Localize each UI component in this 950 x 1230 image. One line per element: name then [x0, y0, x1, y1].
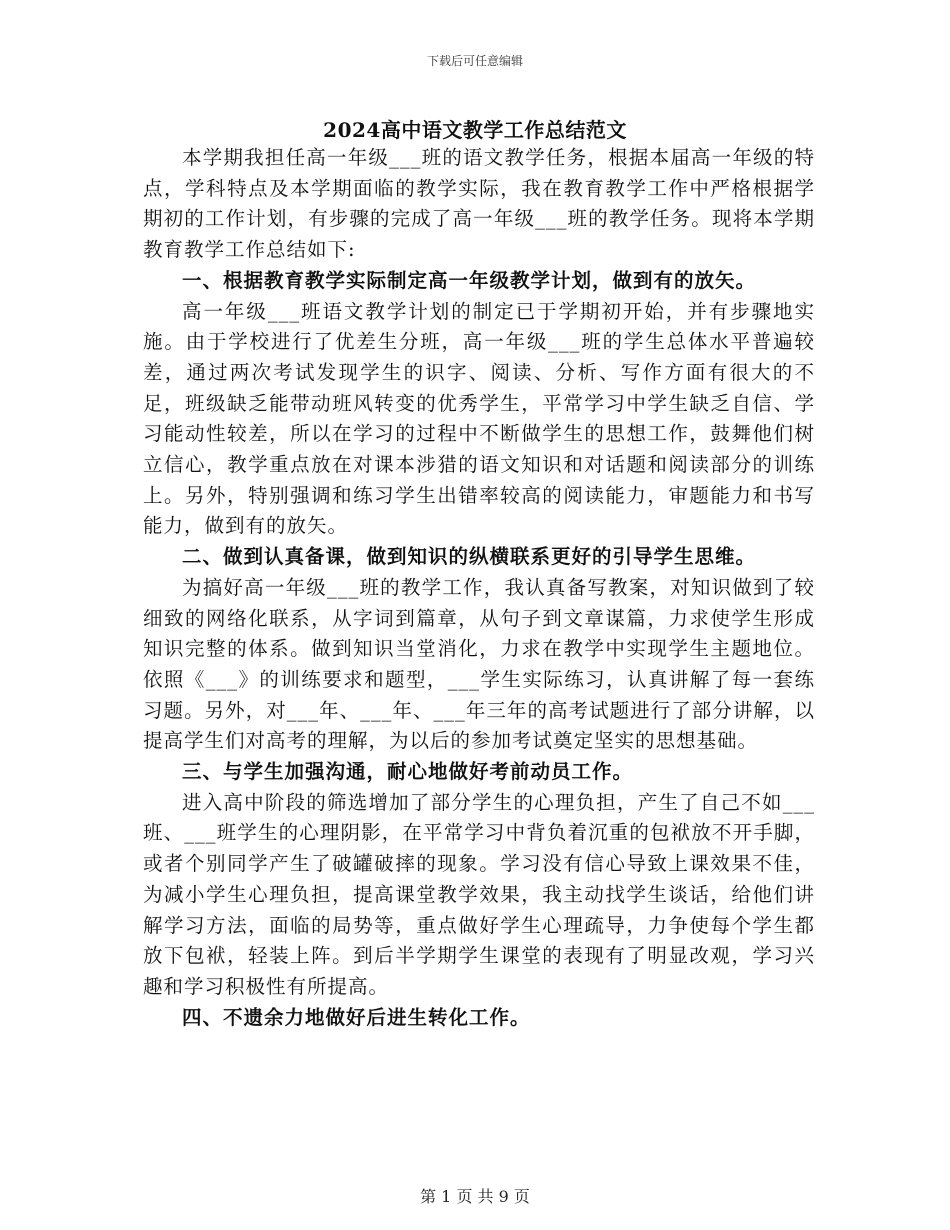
section-3-heading: 三、与学生加强沟通，耐心地做好考前动员工作。 — [182, 760, 634, 784]
header-note: 下载后可任意编辑 — [426, 54, 523, 68]
section-2-heading: 二、做到认真备课，做到知识的纵横联系更好的引导学生思维。 — [182, 545, 757, 569]
section-3-body: 进入高中阶段的筛选增加了部分学生的心理负担，产生了自己不如___班、___班学生的心理阴影，在平常学习中背负着沉重的包袱放不开手脚，或者个别同学产生了破罐破摔的现象。学习没有信心导致上课效果不佳，为减小学生心理负担，提高课堂教学效果，我主动找学生谈话，给他们讲解学习方法，面临的局势等，重点做好学生心理疏导，力争使每个学生都放下包袱，轻装上阵。到后半学期学生课堂的表现有了明显改观，学习兴趣和学习积极性有所提高。 — [143, 790, 815, 998]
section-4-heading: 四、不遗余力地做好后进生转化工作。 — [182, 1005, 531, 1029]
section-1-heading: 一、根据教育教学实际制定高一年级教学计划，做到有的放矢。 — [182, 268, 757, 292]
page-indicator: 第 1 页 共 9 页 — [420, 1187, 530, 1206]
document-body — [143, 143, 815, 1033]
document-title: 2024高中语文教学工作总结范文 — [323, 118, 627, 142]
intro-paragraph: 本学期我担任高一年级___班的语文教学任务，根据本届高一年级的特点，学科特点及本学期面临的教学实际，我在教育教学工作中严格根据学期初的工作计划，有步骤的完成了高一年级___班的教学任务。现将本学期教育教学工作总结如下: — [143, 146, 815, 262]
section-1-body: 高一年级___班语文教学计划的制定已于学期初开始，并有步骤地实施。由于学校进行了优差生分班，高一年级___班的学生总体水平普遍较差，通过两次考试发现学生的识字、阅读、分析、写作方面有很大的不足，班级缺乏能带动班风转变的优秀学生，平常学习中学生缺乏自信、学习能动性较差，所以在学习的过程中不断做学生的思想工作，鼓舞他们树立信心，教学重点放在对课本涉猎的语文知识和对话题和阅读部分的训练上。另外，特别强调和练习学生出错率较高的阅读能力，审题能力和书写能力，做到有的放矢。 — [143, 299, 815, 538]
section-2-body: 为搞好高一年级___班的教学工作，我认真备写教案，对知识做到了较细致的网络化联系，从字词到篇章，从句子到文章谋篇，力求使学生形成知识完整的体系。做到知识当堂消化，力求在教学中实现学生主题地位。依照《___》的训练要求和题型，___学生实际练习，认真讲解了每一套练习题。另外，对___年、___年、___年三年的高考试题进行了部分讲解，以提高学生们对高考的理解，为以后的参加考试奠定坚实的思想基础。 — [143, 575, 815, 753]
